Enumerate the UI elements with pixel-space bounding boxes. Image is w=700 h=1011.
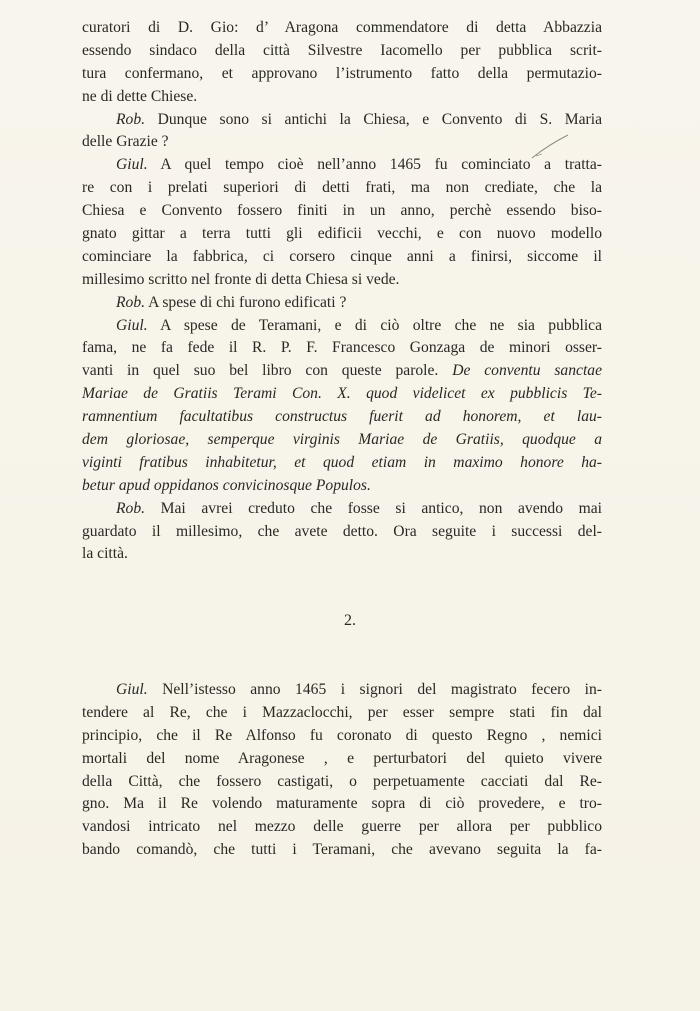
- text-line: [82, 292, 602, 315]
- text-span: A spese di chi furono edificati ?: [145, 293, 347, 311]
- text-line: [82, 748, 602, 771]
- text-span: guardato il millesimo, che avete detto. Ora seguite i successi del-: [82, 522, 602, 540]
- text-span: mortali del nome Aragonese , e perturbatori del quieto vivere: [82, 749, 602, 767]
- italic-text: Giul.: [116, 681, 148, 698]
- text-line: [82, 154, 602, 177]
- text-span: millesimo scritto nel fronte di detta Chiesa si vede.: [82, 270, 400, 288]
- text-line: [82, 177, 602, 200]
- text-span: fama, ne fa fede il R. P. F. Francesco Gonzaga de minori osser-: [82, 339, 602, 357]
- text-line: [82, 521, 602, 544]
- text-line: [82, 816, 602, 839]
- text-span: gnato gittar a terra tutti gli edificii vecchi, e con nuovo modello: [82, 225, 602, 243]
- text-span: vanti in quel suo bel libro con queste parole.: [82, 362, 453, 380]
- text-span: A quel tempo cioè nell’anno 1465 fu cominciato a tratta-: [147, 156, 602, 174]
- text-line: [82, 63, 602, 86]
- text-line: [82, 771, 602, 794]
- pencil-mark: [530, 134, 570, 160]
- text-span: gno. Ma il Re volendo maturamente sopra di ciò provedere, e tro-: [82, 795, 602, 813]
- italic-text: Mariae de Gratiis Terami Con. X. quod videlicet ex pubblicis Te-: [82, 385, 602, 403]
- text-span: essendo sindaco della città Silvestre Iacomello per pubblica scrit-: [82, 41, 602, 59]
- italic-text: Giul.: [116, 156, 148, 174]
- text-span: Chiesa e Convento fossero finiti in un anno, perchè essendo biso-: [82, 202, 602, 220]
- text-span: re con i prelati superiori di detti frati, ma non crediate, che la: [82, 179, 602, 197]
- text-span: Mai avrei creduto che fosse si antico, non avendo mai: [145, 499, 602, 517]
- text-line: [82, 793, 602, 816]
- italic-text: viginti fratibus inhabitetur, et quod etiam in maximo honore ha-: [82, 453, 602, 471]
- text-line: [82, 360, 602, 383]
- text-line: [82, 315, 602, 338]
- text-line: [82, 131, 602, 154]
- text-span: vandosi intricato nel mezzo delle guerre per allora per pubblico: [82, 818, 602, 836]
- text-line: [82, 269, 602, 292]
- text-line: [82, 200, 602, 223]
- text-line: [82, 337, 602, 360]
- text-span: ne di dette Chiese.: [82, 87, 198, 105]
- text-line: [82, 406, 602, 429]
- text-line: [82, 702, 602, 725]
- text-span: tura confermano, et approvano l’istrumento fatto della permutazio-: [82, 64, 602, 82]
- italic-text: Giul.: [116, 316, 148, 334]
- text-line: [82, 475, 602, 498]
- text-span: tendere al Re, che i Mazzaclocchi, per esser sempre stati fin dal: [82, 703, 602, 721]
- text-line: [82, 246, 602, 269]
- text-line: [82, 839, 602, 862]
- text-span: della Città, che fossero castigati, o perpetuamente cacciati dal Re-: [82, 772, 602, 790]
- text-line: [82, 725, 602, 748]
- text-line: [82, 498, 602, 521]
- text-line: [82, 223, 602, 246]
- text-line: [82, 429, 602, 452]
- text-line: [82, 86, 602, 109]
- section-number: 2.: [344, 612, 356, 629]
- italic-text: betur apud oppidanos convicinosque Populos.: [82, 476, 371, 494]
- text-span: A spese de Teramani, e di ciò oltre che ne sia pubblica: [147, 316, 602, 334]
- italic-text: dem gloriosae, semperque virginis Mariae de Gratiis, quodque a: [82, 431, 602, 449]
- italic-text: Rob.: [116, 293, 146, 311]
- text-span: bando comandò, che tutti i Teramani, che avevano seguita la fa-: [82, 841, 602, 859]
- italic-text: De conventu sanctae: [452, 362, 602, 380]
- text-line: [82, 40, 602, 63]
- text-span: la città.: [82, 545, 128, 563]
- text-line: [82, 383, 602, 406]
- italic-text: Rob.: [116, 499, 146, 517]
- text-line: [82, 452, 602, 475]
- text-span: curatori di D. Gio: d’ Aragona commendatore di detta Abbazzia: [82, 19, 602, 36]
- text-line: [82, 679, 602, 702]
- text-span: delle Grazie ?: [82, 133, 169, 151]
- text-span: principio, che il Re Alfonso fu coronato di questo Regno , nemici: [82, 726, 602, 744]
- text-line: [82, 109, 602, 132]
- text-block-section-2: [82, 679, 602, 862]
- italic-text: ramnentium facultatibus constructus fuerit ad honorem, et lau-: [82, 408, 602, 426]
- text-line: [82, 543, 602, 566]
- text-span: Nell’istesso anno 1465 i signori del magistrato fecero in-: [147, 681, 602, 698]
- text-span: Dunque sono si antichi la Chiesa, e Convento di S. Maria: [145, 110, 602, 128]
- text-span: cominciare la fabbrica, ci corsero cinque anni a finirsi, siccome il: [82, 247, 602, 265]
- italic-text: Rob.: [116, 110, 146, 128]
- text-line: [82, 17, 602, 40]
- text-block-dialogue: [82, 17, 602, 566]
